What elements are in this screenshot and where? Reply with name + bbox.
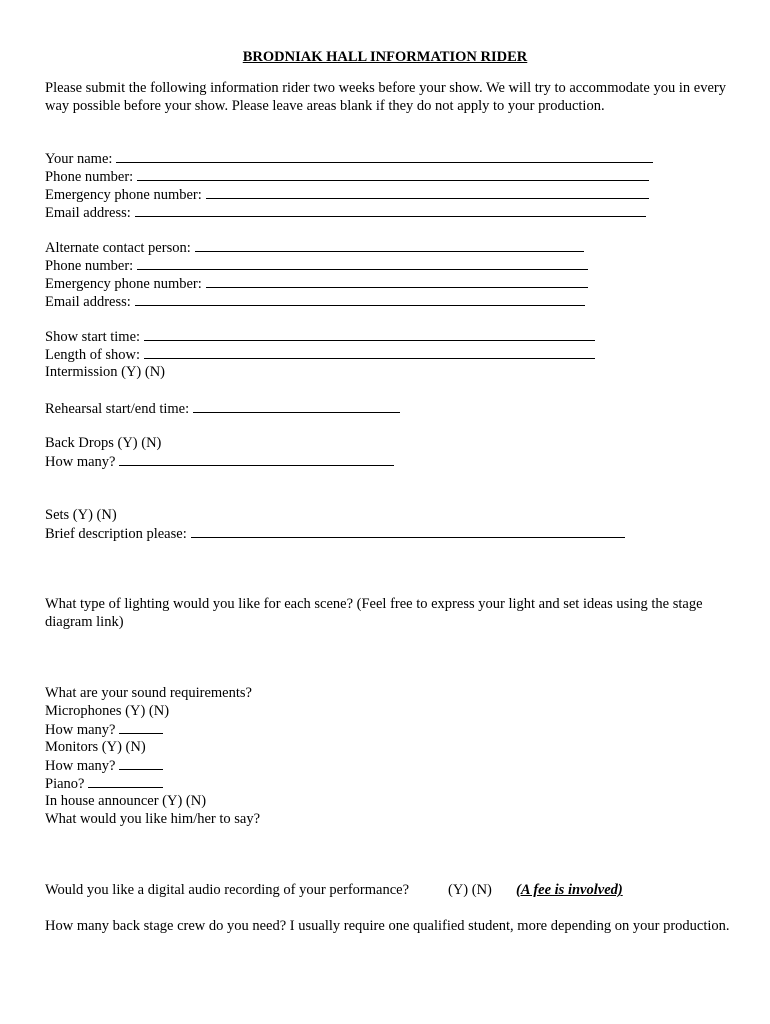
- alternate-emergency-label: Emergency phone number:: [45, 276, 202, 292]
- piano-field[interactable]: [88, 774, 163, 788]
- your-name-label: Your name:: [45, 151, 113, 167]
- backdrops-count-label: How many?: [45, 454, 116, 470]
- page-title: BRODNIAK HALL INFORMATION RIDER: [242, 49, 528, 65]
- show-start-row: [45, 327, 595, 346]
- announcer-say-question: What would you like him/her to say?: [45, 811, 261, 827]
- mic-count-label: How many?: [45, 722, 116, 738]
- show-length-field[interactable]: [144, 345, 595, 359]
- sets-question: Sets (Y) (N): [45, 507, 117, 523]
- intro-paragraph: Please submit the following information rider two weeks before your show. We will try to accommodate you in every way possible before your show. Please leave areas blank if they do not apply to your production.: [45, 80, 726, 114]
- phone-row: [45, 167, 649, 186]
- alternate-person-label: Alternate contact person:: [45, 240, 191, 256]
- emergency-phone-label: Emergency phone number:: [45, 187, 202, 203]
- rehearsal-row: [45, 399, 400, 418]
- emergency-phone-row: [45, 185, 649, 204]
- your-name-field[interactable]: [116, 149, 653, 163]
- backdrops-count-field[interactable]: [119, 452, 394, 466]
- backdrops-question: Back Drops (Y) (N): [45, 435, 162, 451]
- crew-question: How many back stage crew do you need? I usually require one qualified student, more depending on your production.: [45, 918, 730, 934]
- alternate-phone-label: Phone number:: [45, 258, 134, 274]
- intermission-text: Intermission (Y) (N): [45, 364, 166, 380]
- email-row: [45, 203, 646, 222]
- recording-question: Would you like a digital audio recording of your performance?: [45, 882, 410, 898]
- show-start-field[interactable]: [144, 327, 595, 341]
- sound-question: What are your sound requirements?: [45, 685, 252, 701]
- email-label: Email address:: [45, 205, 131, 221]
- phone-field[interactable]: [137, 167, 649, 181]
- emergency-phone-field[interactable]: [206, 185, 649, 199]
- your-name-row: [45, 149, 653, 168]
- show-length-label: Length of show:: [45, 347, 141, 363]
- alternate-email-field[interactable]: [135, 292, 585, 306]
- rehearsal-label: Rehearsal start/end time:: [45, 401, 190, 417]
- alternate-emergency-field[interactable]: [206, 274, 588, 288]
- microphones-question: Microphones (Y) (N): [45, 703, 170, 719]
- alternate-person-field[interactable]: [195, 238, 584, 252]
- monitors-question: Monitors (Y) (N): [45, 739, 146, 755]
- announcer-question: In house announcer (Y) (N): [45, 793, 207, 809]
- sets-description-field[interactable]: [191, 524, 625, 538]
- alternate-email-row: [45, 292, 585, 311]
- monitor-count-field[interactable]: [119, 756, 163, 770]
- alternate-emergency-row: [45, 274, 588, 293]
- alternate-person-row: [45, 238, 584, 257]
- mic-count-row: [45, 720, 163, 739]
- phone-label: Phone number:: [45, 169, 134, 185]
- alternate-email-label: Email address:: [45, 294, 131, 310]
- sets-description-label: Brief description please:: [45, 526, 187, 542]
- mic-count-field[interactable]: [119, 720, 163, 734]
- piano-label: Piano?: [45, 776, 85, 792]
- recording-options: (Y) (N): [448, 882, 492, 898]
- show-start-label: Show start time:: [45, 329, 141, 345]
- sets-description-row: [45, 524, 625, 543]
- show-length-row: [45, 345, 595, 364]
- rehearsal-field[interactable]: [193, 399, 400, 413]
- recording-fee-note: (A fee is involved): [516, 882, 623, 898]
- alternate-phone-field[interactable]: [137, 256, 588, 270]
- monitor-count-row: [45, 756, 163, 775]
- piano-row: [45, 774, 163, 793]
- lighting-question: What type of lighting would you like for each scene? (Feel free to express your light and set ideas using the stage diagram link): [45, 596, 703, 630]
- alternate-phone-row: [45, 256, 588, 275]
- backdrops-count-row: [45, 452, 394, 471]
- email-field[interactable]: [135, 203, 646, 217]
- monitor-count-label: How many?: [45, 758, 116, 774]
